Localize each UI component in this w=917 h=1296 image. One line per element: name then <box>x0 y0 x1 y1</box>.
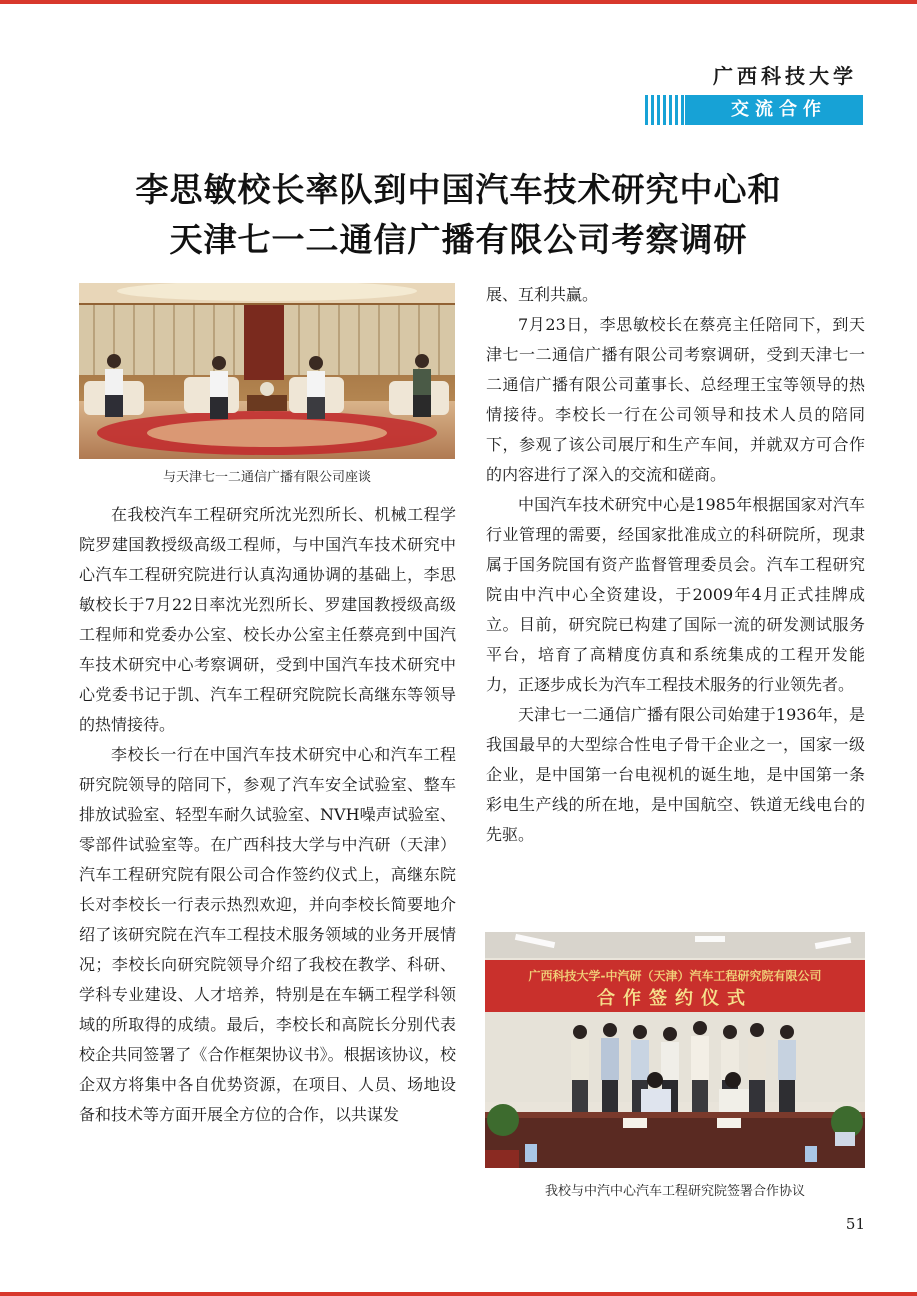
banner-line-2: 合作签约仪式 <box>597 988 753 1009</box>
signing-photo-image <box>485 932 865 1168</box>
headline-line-1: 李思敏校长率队到中国汽车技术研究中心和 <box>135 170 782 209</box>
headline-line-2: 天津七一二通信广播有限公司考察调研 <box>169 220 748 259</box>
journal-name: 广西科技大学 <box>713 64 857 88</box>
signing-photo-caption: 我校与中汽中心汽车工程研究院签署合作协议 <box>544 1184 805 1199</box>
left-paragraph-2: 李校长一行在中国汽车技术研究中心和汽车工程研究院领导的陪同下，参观了汽车安全试验室、整车排放试验室、轻型车耐久试验室、NVH噪声试验室、零部件试验室等。在广西科技大学与中汽研（天津）汽车工程研究院有限公司合作签约仪式上，高继东院长对李校长一行表示热烈欢迎，并向李校长简要地介绍了该研究院在汽车工程技术服务领域的业务开展情况；李校长向研究院领导介绍了我校在教学、科研、学科专业建设、人才培养，特别是在车辆工程学科领域的所取得的成绩。最后，李校长和高院长分别代表校企共同签署了《合作框架协议书》。根据该协议，校企双方将集中各自优势资源，在项目、人员、场地设备和技术等方面开展全方位的合作，以共谋发 <box>79 745 456 1124</box>
right-column <box>486 280 865 850</box>
right-paragraph-3: 天津七一二通信广播有限公司始建于1936年，是我国最早的大型综合性电子骨干企业之一，国家一级企业，是中国第一台电视机的诞生地，是中国第一条彩电生产线的所在地，是中国航空、铁道无线电台的先驱。 <box>486 705 865 844</box>
signing-photo <box>485 932 865 1168</box>
section-bar <box>645 95 863 125</box>
left-paragraph-1: 在我校汽车工程研究所沈光烈所长、机械工程学院罗建国教授级高级工程师，与中国汽车技术研究中心汽车工程研究院进行认真沟通协调的基础上，李思敏校长于7月22日率沈光烈所长、罗建国教授级高级工程师和党委办公室、校长办公室主任蔡亮到中国汽车技术研究中心考察调研，受到中国汽车技术研究中心党委书记于凯、汽车工程研究院院长高继东等领导的热情接待。 <box>79 505 456 734</box>
stripe-decoration <box>645 95 685 125</box>
page-number: 51 <box>845 1215 865 1233</box>
article-headline <box>0 165 917 265</box>
top-red-rule <box>0 0 917 4</box>
meeting-photo <box>79 283 455 459</box>
right-paragraph-2: 中国汽车技术研究中心是1985年根据国家对汽车行业管理的需要，经国家批准成立的科研院所，现隶属于国务院国有资产监督管理委员会。汽车工程研究院由中汽中心全资建设，于2009年4月正式挂牌成立。目前，研究院已构建了国际一流的研发测试服务平台，培育了高精度仿真和系统集成的工程开发能力，正逐步成长为汽车工程技术服务的行业领先者。 <box>486 495 865 694</box>
banner-line-1: 广西科技大学-中汽研（天津）汽车工程研究院有限公司 <box>528 969 822 983</box>
meeting-photo-image <box>79 283 455 459</box>
journal-header <box>645 60 863 125</box>
meeting-photo-caption: 与天津七一二通信广播有限公司座谈 <box>162 470 371 485</box>
left-column <box>79 500 456 1130</box>
right-paragraph-1: 7月23日，李思敏校长在蔡亮主任陪同下，到天津七一二通信广播有限公司考察调研，受到天津七一二通信广播有限公司董事长、总经理王宝等领导的热情接待。李校长一行在公司领导和技术人员的陪同下，参观了该公司展厅和生产车间，并就双方可合作的内容进行了深入的交流和磋商。 <box>486 315 865 484</box>
bottom-red-rule <box>0 1292 917 1296</box>
right-continuation: 展、互利共赢。 <box>486 285 599 304</box>
section-label: 交流合作 <box>731 99 827 120</box>
